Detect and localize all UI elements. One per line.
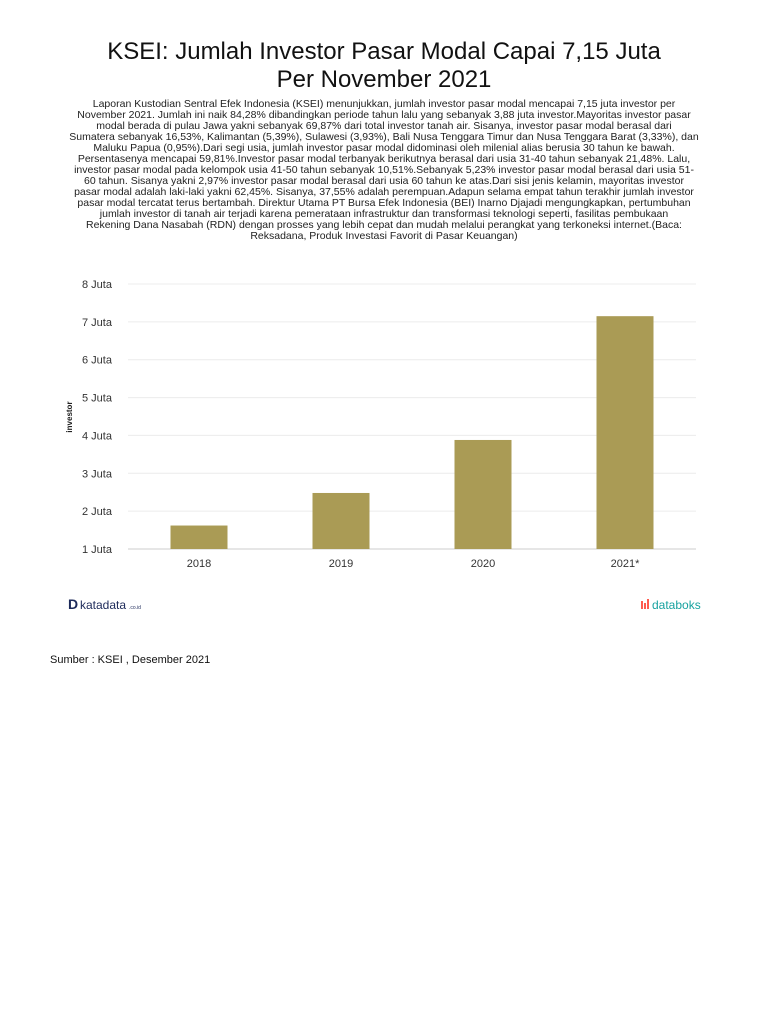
x-tick-label: 2019 <box>328 558 354 570</box>
y-tick-label: 2 Juta <box>82 506 112 519</box>
bar-2021 <box>597 316 654 549</box>
y-axis-label: investor <box>65 401 74 433</box>
x-tick-label: 2021* <box>610 558 640 570</box>
source-note: Sumber : KSEI , Desember 2021 <box>50 654 211 666</box>
article-body <box>50 99 718 242</box>
body-line: Maluku Papua (0,95%).Dari segi usia, jumlah investor pasar modal didominasi oleh milenial alias berusia 30 tahun ke bawah. <box>93 142 675 154</box>
y-tick-label: 8 Juta <box>82 279 112 291</box>
katadata-logo-text: katadata <box>80 598 127 612</box>
body-line: investor pasar modal pada kelompok usia 41-50 tahun sebanyak 10,51%.Sebanyak 5,23% investor pasar modal berasal dari usia 51- <box>74 164 694 176</box>
bar-2018 <box>171 526 228 549</box>
title-line-1: KSEI: Jumlah Investor Pasar Modal Capai 7,15 Juta <box>107 38 661 65</box>
body-line: Reksadana, Produk Investasi Favorit di Pasar Keuangan) <box>250 230 518 242</box>
databoks-icon <box>641 599 649 609</box>
y-tick-label: 6 Juta <box>82 354 112 367</box>
body-line: pasar modal tercatat terus bertambah. Direktur Utama PT Bursa Efek Indonesia (BEI) Inarno Djajadi mengungkapkan, pertumbuhan <box>77 197 691 209</box>
body-line: 60 tahun. Sisanya yakni 2,97% investor pasar modal berasal dari usia 60 tahun ke atas.Dari sisi jenis kelamin, mayoritas investor <box>84 175 684 187</box>
bar-chart <box>50 262 718 627</box>
databoks-logo <box>641 598 701 612</box>
body-line: modal berada di pulau Jawa yakni sebanyak 69,87% dari total investor tanah air. Sisanya, investor pasar modal berasal dari <box>96 120 672 132</box>
body-line: November 2021. Jumlah ini naik 84,28% dibandingkan periode tahun lalu yang sebanyak 3,88 juta investor.Mayoritas investor pasar <box>77 109 691 121</box>
page-title <box>40 38 728 94</box>
body-line: Rekening Dana Nasabah (RDN) dengan prosses yang lebih cepat dan mudah melalui perangkat yang terkoneksi internet.(Baca: <box>86 219 682 231</box>
bars-layer <box>171 316 654 549</box>
x-tick-label: 2020 <box>470 558 496 570</box>
bar-2020 <box>455 440 512 549</box>
katadata-logo-suffix: .co.id <box>129 605 141 611</box>
x-tick-label: 2018 <box>186 558 212 570</box>
body-line: Laporan Kustodian Sentral Efek Indonesia (KSEI) menunjukkan, jumlah investor pasar modal mencapai 7,15 juta investor per <box>92 98 676 110</box>
bar-2019 <box>313 493 370 549</box>
body-line: pasar modal adalah laki-laki yakni 62,45%. Sisanya, 37,55% adalah perempuan.Adapun selama empat tahun terakhir jumlah investor <box>74 186 694 198</box>
katadata-logo <box>68 596 141 612</box>
body-line: jumlah investor di tanah air terjadi karena pemerataan infrastruktur dan transformasi teknologi seperti, fasilitas pembukaan <box>99 208 669 220</box>
y-tick-label: 3 Juta <box>82 468 112 481</box>
databoks-logo-text: databoks <box>652 598 701 612</box>
y-tick-label: 7 Juta <box>82 316 112 329</box>
y-tick-label: 5 Juta <box>82 392 112 405</box>
y-tick-label: 4 Juta <box>82 430 112 443</box>
body-line: Sumatera sebanyak 16,53%, Kalimantan (5,39%), Sulawesi (3,93%), Bali Nusa Tenggara Timur dan Nusa Tenggara Barat (3,33%), dan <box>69 131 699 143</box>
katadata-logo-d: D <box>68 596 79 612</box>
title-line-2: Per November 2021 <box>276 66 492 93</box>
y-tick-label: 1 Juta <box>82 544 112 556</box>
body-line: Persentasenya mencapai 59,81%.Investor pasar modal terbanyak berikutnya berasal dari usia 31-40 tahun sebanyak 21,48%. Lalu, <box>77 153 691 165</box>
